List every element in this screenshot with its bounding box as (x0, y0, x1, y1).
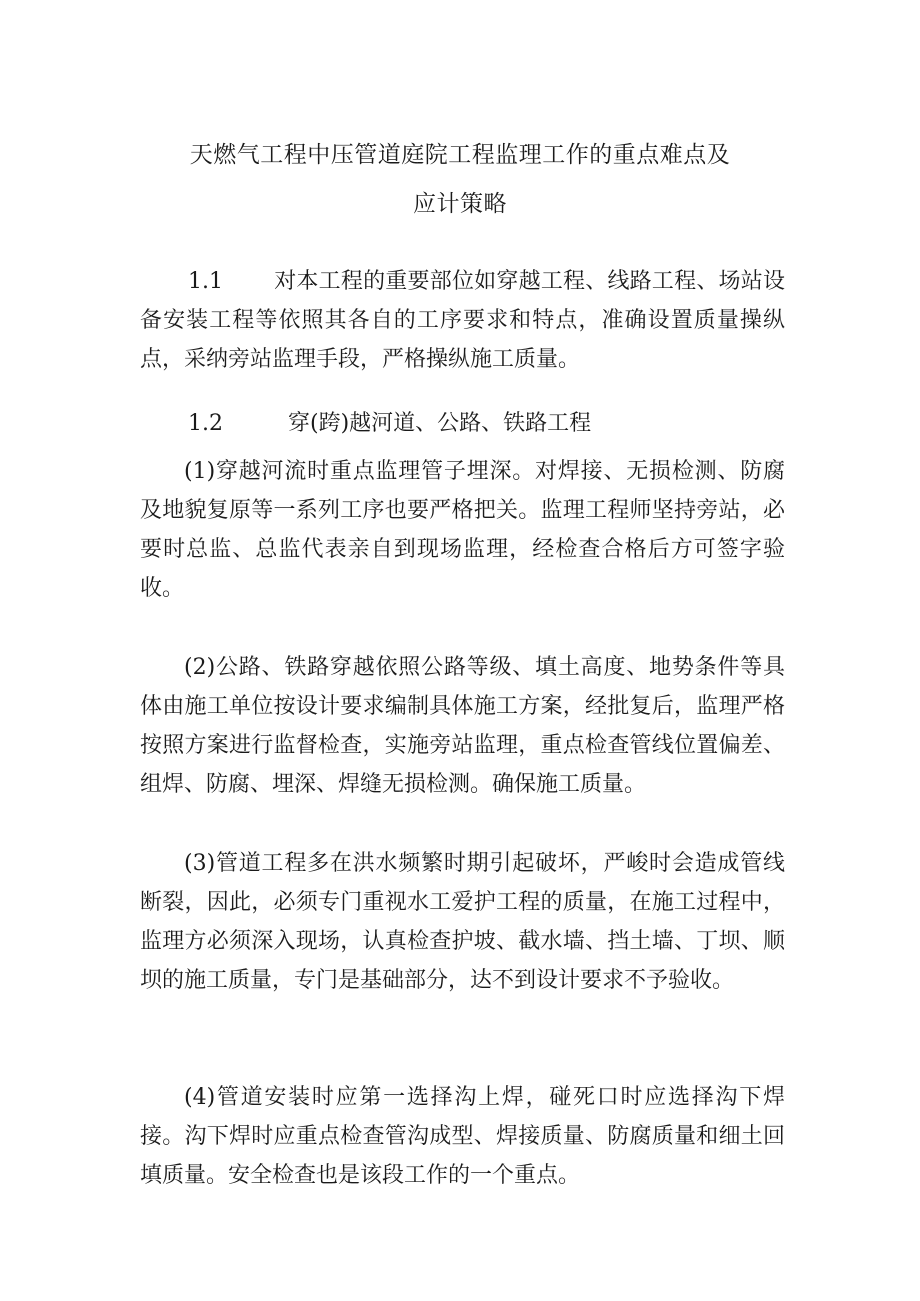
section-1-2-item-1: (1)穿越河流时重点监理管子埋深。对焊接、无损检测、防腐及地貌复原等一系列工序也要严格把关。监理工程师坚持旁站，必要时总监、总监代表亲自到现场监理，经检查合格后方可签字验收。 (140, 459, 785, 601)
section-1-2-item-3: (3)管道工程多在洪水频繁时期引起破坏，严峻时会造成管线断裂，因此，必须专门重视水工爱护工程的质量，在施工过程中，监理方必须深入现场，认真检查护坡、截水墙、挡土墙、丁坝、顺坝的施工质量，专门是基础部分，达不到设计要求不予验收。 (140, 851, 785, 993)
section-1-2-title: 穿(跨)越河道、公路、铁路工程 (288, 411, 592, 436)
document-title-line-2: 应计策略 (413, 191, 507, 217)
section-1-2-item-4: (4)管道安装时应第一选择沟上焊，碰死口时应选择沟下焊接。沟下焊时应重点检查管沟成型、焊接质量、防腐质量和细土回填质量。安全检查也是该段工作的一个重点。 (140, 1085, 785, 1188)
section-1-2-heading (188, 404, 591, 443)
section-1-1-number: 1.1 (188, 269, 223, 294)
section-1-1-paragraph (140, 262, 785, 379)
document-title-line-1: 天燃气工程中压管道庭院工程监理工作的重点难点及 (189, 142, 731, 168)
section-1-2-number: 1.2 (188, 411, 223, 436)
section-1-2-item-2: (2)公路、铁路穿越依照公路等级、填土高度、地势条件等具体由施工单位按设计要求编制具体施工方案，经批复后，监理严格按照方案进行监督检查，实施旁站监理，重点检查管线位置偏差、组焊、防腐、埋深、焊缝无损检测。确保施工质量。 (140, 655, 785, 797)
section-1-1-text: 对本工程的重要部位如穿越工程、线路工程、场站设备安装工程等依照其各自的工序要求和特点，准确设置质量操纵点，采纳旁站监理手段，严格操纵施工质量。 (140, 269, 785, 372)
